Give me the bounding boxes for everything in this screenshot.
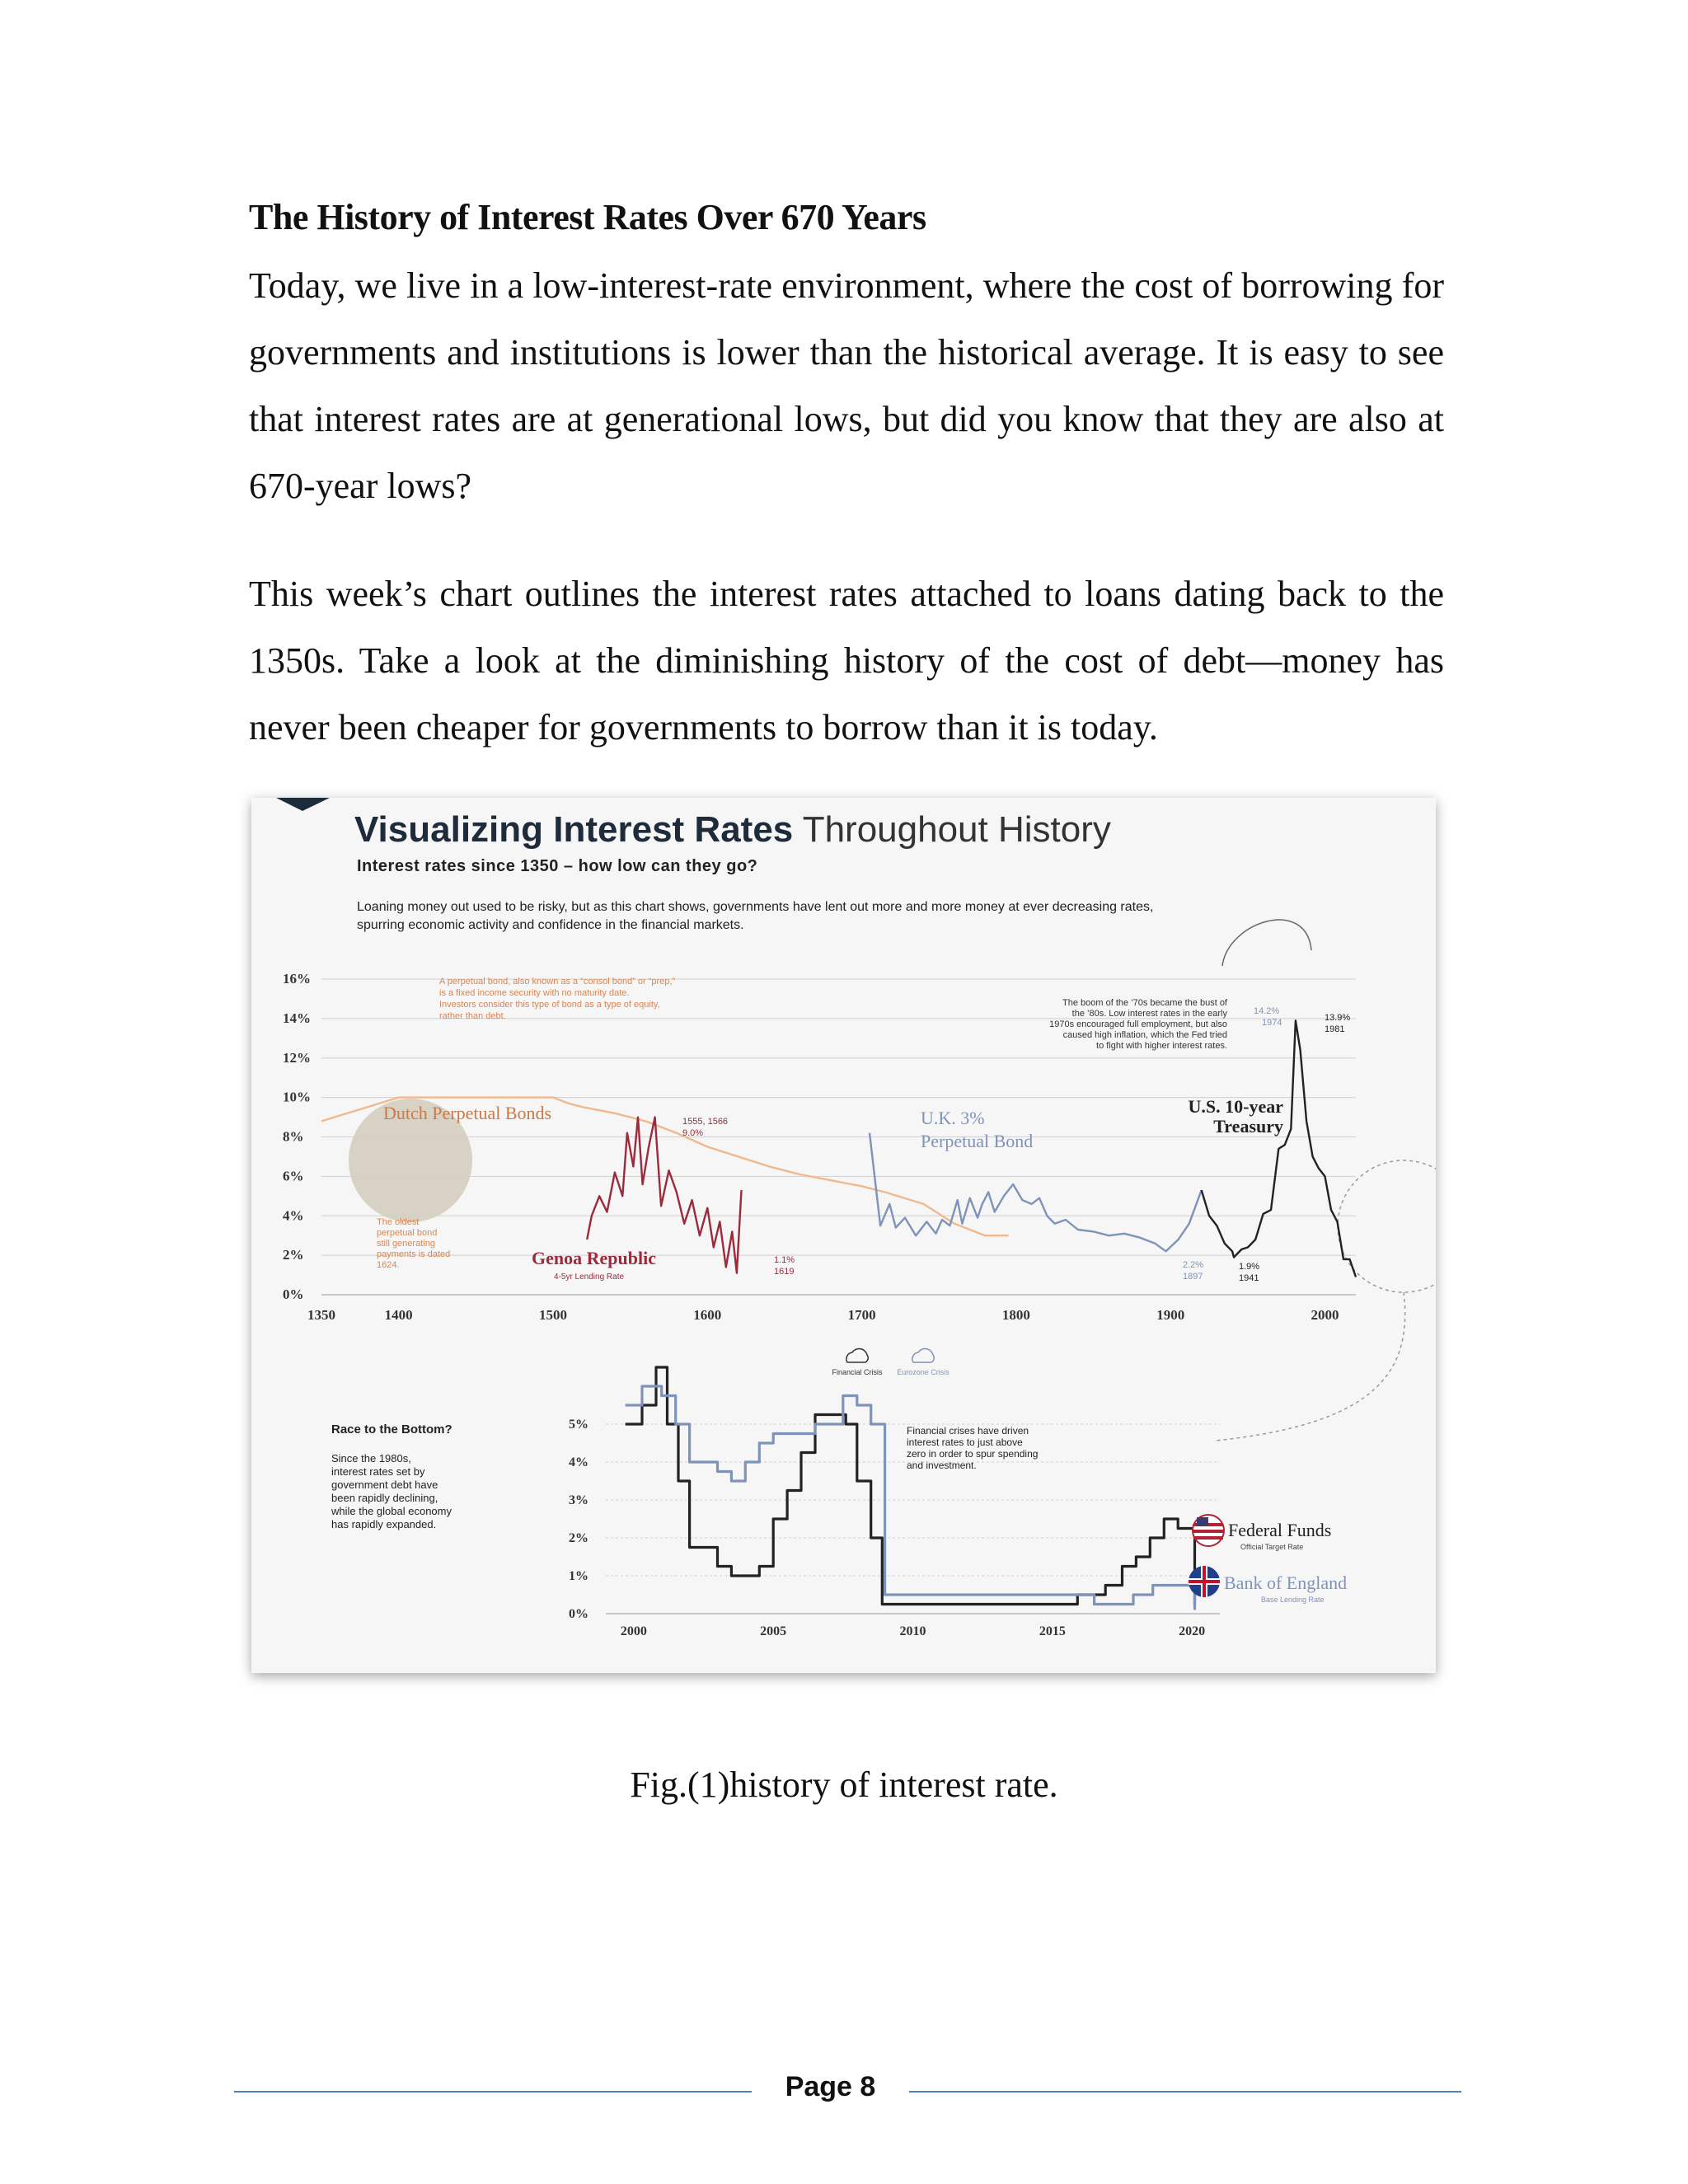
annotation-1897-value: 2.2%: [1183, 1260, 1204, 1270]
boe-sub-label: Base Lending Rate: [1261, 1596, 1325, 1604]
x-tick-label: 2000: [620, 1624, 647, 1638]
genoa-sub-label: 4-5yr Lending Rate: [554, 1272, 625, 1282]
x-tick-label: 1350: [307, 1307, 335, 1323]
interest-rates-infographic: [251, 798, 1436, 1673]
crisis-2-label: Eurozone Crisis: [897, 1368, 950, 1376]
genoa-label: Genoa Republic: [532, 1248, 656, 1268]
y-tick-label: 0%: [283, 1286, 304, 1302]
x-tick-label: 1800: [1001, 1307, 1030, 1323]
interest-rate-charts: [251, 798, 1436, 1673]
y-tick-label: 3%: [569, 1493, 588, 1507]
annotation-1981-year: 1981: [1325, 1024, 1345, 1034]
series-line-u-k-3-perpetual-bond: [870, 1133, 1202, 1252]
footer-rule-left: [234, 2091, 752, 2093]
series-line-bank-of-england: [626, 1386, 1195, 1610]
paragraph-2: This week’s chart outlines the interest rates attached to loans dating back to the 1350s. Take a look at the diminishing history of the cost of debt—money has never been cheaper for governments to borrow than it is today.: [249, 574, 1444, 748]
us-flag-icon: [1193, 1515, 1224, 1546]
crisis-1-label: Financial Crisis: [832, 1368, 883, 1376]
zoom-circle: [1338, 1160, 1436, 1292]
y-tick-label: 5%: [569, 1418, 588, 1432]
cloud-icon-2: [912, 1349, 934, 1362]
boe-label: Bank of England: [1224, 1572, 1348, 1593]
annotation-1974-value: 14.2%: [1254, 1006, 1280, 1016]
infographic-title: Visualizing Interest Rates Throughout History: [354, 809, 1111, 850]
y-tick-label: 4%: [283, 1207, 304, 1224]
uk-label-2: Perpetual Bond: [921, 1131, 1034, 1151]
x-tick-label: 1600: [693, 1307, 722, 1323]
x-tick-label: 2010: [899, 1624, 926, 1638]
annotation-1619-year: 1619: [774, 1267, 795, 1277]
annotation-1981-value: 13.9%: [1325, 1013, 1351, 1023]
annotation-1555: 1555, 1566: [682, 1117, 729, 1127]
cloud-icon: [846, 1349, 868, 1362]
y-tick-label: 0%: [569, 1607, 588, 1621]
race-note: Since the 1980s, interest rates set by government debt have been rapidly declining, while the global economy has rapidly expanded.: [331, 1452, 452, 1530]
y-tick-label: 16%: [283, 971, 311, 987]
y-tick-label: 6%: [283, 1168, 304, 1184]
race-title: Race to the Bottom?: [331, 1422, 452, 1436]
y-tick-label: 4%: [569, 1455, 588, 1469]
x-tick-label: 1500: [538, 1307, 567, 1323]
fed-sub-label: Official Target Rate: [1240, 1543, 1304, 1551]
x-tick-label: 2015: [1039, 1624, 1066, 1638]
paragraph-1: Today, we live in a low-interest-rate environment, where the cost of borrowing for governments and institutions is lower than the historical average. It is easy to see that interest rates are at generational lows, but did you know that they are also at 670-year lows?: [249, 265, 1444, 506]
y-tick-label: 14%: [283, 1010, 311, 1026]
y-tick-label: 12%: [283, 1049, 311, 1066]
crisis-note: Financial crises have driven interest rates to just above zero in order to spur spending and investment.: [907, 1425, 1039, 1471]
annotation-1941-year: 1941: [1239, 1273, 1259, 1283]
annotation-1974-year: 1974: [1262, 1018, 1282, 1028]
corner-marker-icon: [276, 798, 330, 811]
x-tick-label: 2020: [1179, 1624, 1206, 1638]
annotation-1555-value: 9.0%: [682, 1128, 704, 1138]
section-heading: The History of Interest Rates Over 670 Years: [249, 197, 926, 237]
infographic-subtitle: Interest rates since 1350 – how low can they go?: [357, 857, 758, 875]
infographic-description: Loaning money out used to be risky, but as this chart shows, governments have lent out more and more money at ever decreasing rates, spurring economic activity and confidence in the financial markets.: [357, 900, 1154, 932]
y-tick-label: 2%: [283, 1247, 304, 1263]
y-tick-label: 10%: [283, 1089, 311, 1105]
us-label-2: Treasury: [1213, 1116, 1283, 1137]
y-tick-label: 8%: [283, 1128, 304, 1145]
y-tick-label: 2%: [569, 1531, 588, 1545]
series-line-u-s-10-year-treasury: [1202, 1020, 1356, 1277]
page-number: Page 8: [785, 2071, 876, 2102]
arc-arrow: [1222, 920, 1311, 966]
fed-label: Federal Funds: [1228, 1520, 1332, 1540]
uk-flag-icon: [1189, 1566, 1220, 1597]
x-tick-label: 2005: [760, 1624, 787, 1638]
x-tick-label: 1400: [384, 1307, 413, 1323]
annotation-1619-value: 1.1%: [774, 1255, 795, 1265]
oldest-bond-note: The oldest perpetual bond still generating payments is dated 1624.: [377, 1217, 451, 1270]
annotation-1941-value: 1.9%: [1239, 1262, 1260, 1272]
footer-rule-right: [909, 2091, 1461, 2093]
annotation-1897-year: 1897: [1183, 1272, 1203, 1282]
perpetual-bond-note: A perpetual bond, also known as a “consol bond” or “prep,” is a fixed income security with no maturity date. Investors consider this type of bond as a type of equity, rather than debt.: [439, 977, 676, 1021]
x-tick-label: 1700: [847, 1307, 876, 1323]
boom-note: The boom of the ’70s became the bust of the ’80s. Low interest rates in the early 1970s encouraged full employment, but also caused high inflation, which the Fed tried to fight with higher interest rates.: [1049, 998, 1227, 1051]
inset-recent-chart: [331, 1349, 1347, 1638]
uk-label: U.K. 3%: [921, 1108, 985, 1128]
x-tick-label: 2000: [1311, 1307, 1339, 1323]
dutch-label: Dutch Perpetual Bonds: [383, 1103, 552, 1123]
figure-caption: Fig.(1)history of interest rate.: [630, 1765, 1058, 1805]
series-line-federal-funds: [626, 1367, 1195, 1605]
us-label: U.S. 10-year: [1188, 1096, 1283, 1117]
y-tick-label: 1%: [569, 1569, 588, 1583]
x-tick-label: 1900: [1156, 1307, 1185, 1323]
